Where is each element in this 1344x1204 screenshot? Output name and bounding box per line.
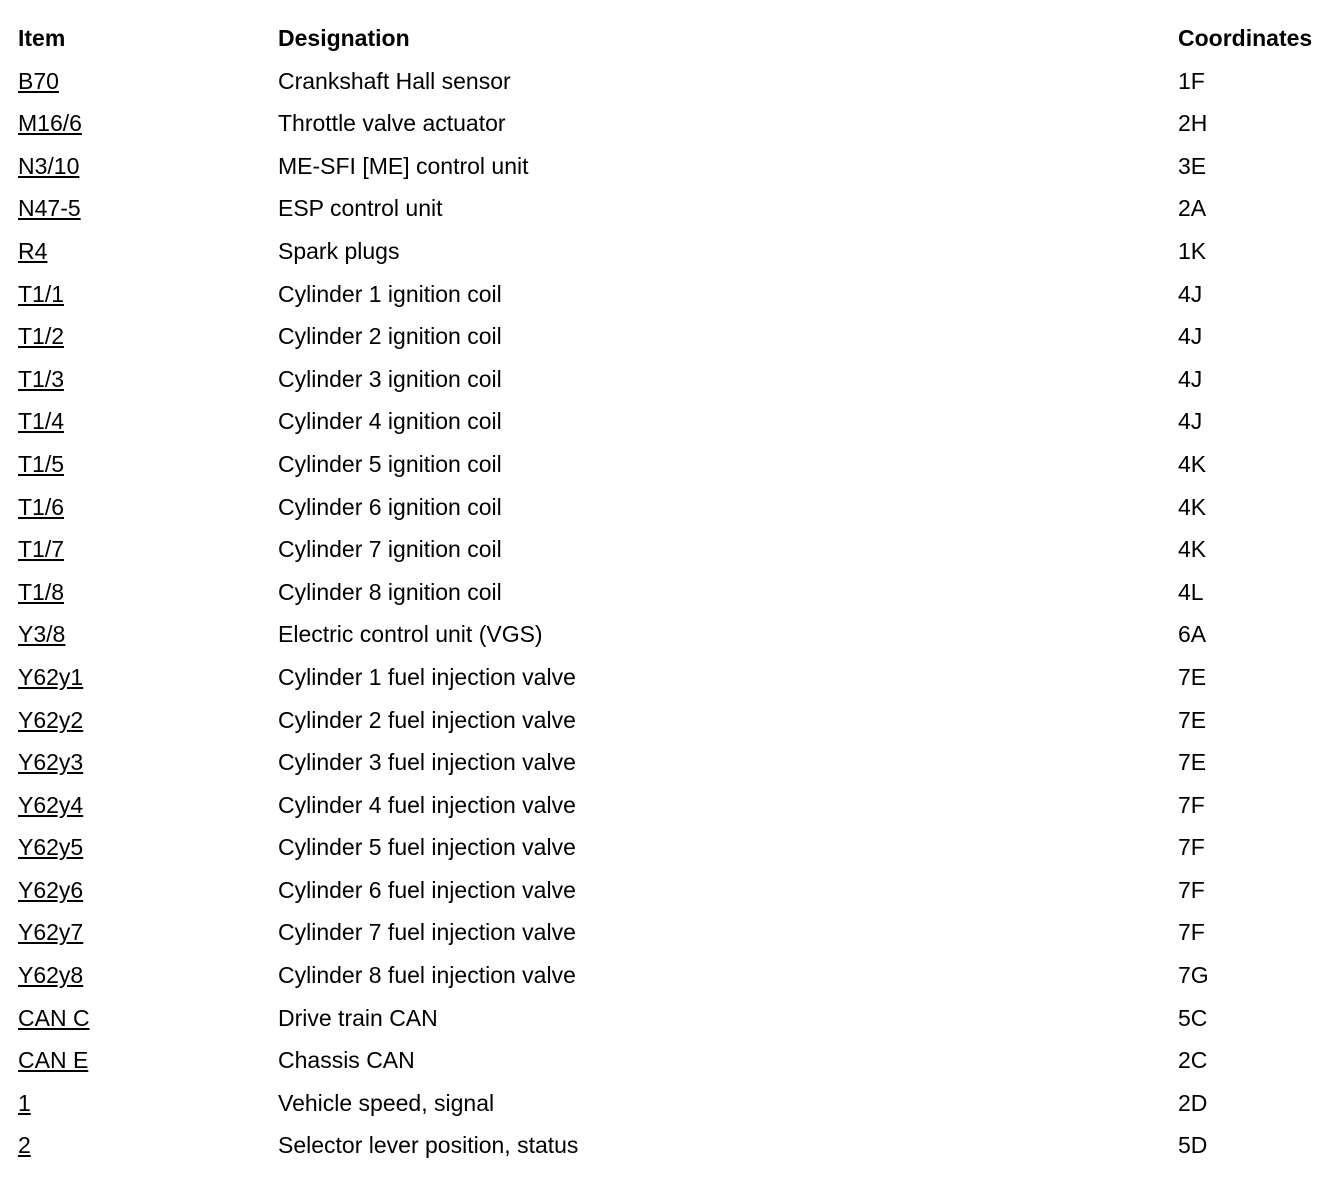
table-row (18, 315, 1338, 358)
table-row (18, 1124, 1338, 1167)
item-link[interactable]: Y62y4 (18, 791, 84, 818)
header-designation: Designation (278, 25, 410, 51)
table-row (18, 60, 1338, 103)
coordinates-cell: 4K (1178, 536, 1207, 563)
item-cell (18, 869, 278, 912)
table-row (18, 656, 1338, 699)
designation-cell: Cylinder 8 fuel injection valve (278, 962, 576, 989)
designation-cell: Cylinder 7 fuel injection valve (278, 919, 576, 946)
item-cell (18, 997, 278, 1040)
designation-cell: Cylinder 6 ignition coil (278, 493, 502, 520)
header-row (18, 17, 1338, 60)
designation-cell: Chassis CAN (278, 1047, 415, 1074)
item-link[interactable]: Y62y2 (18, 706, 84, 733)
item-cell (18, 102, 278, 145)
item-link[interactable]: T1/3 (18, 365, 65, 392)
coordinates-cell: 2C (1178, 1047, 1208, 1074)
table-row (18, 869, 1338, 912)
item-link[interactable]: Y62y1 (18, 663, 84, 690)
coordinates-cell: 7G (1178, 962, 1209, 989)
designation-cell: Cylinder 3 ignition coil (278, 365, 502, 392)
coordinates-cell: 7E (1178, 663, 1207, 690)
item-link[interactable]: Y62y5 (18, 834, 84, 861)
table-row (18, 145, 1338, 188)
item-link[interactable]: N3/10 (18, 152, 80, 179)
coordinates-cell: 2H (1178, 110, 1208, 137)
item-link[interactable]: N47-5 (18, 195, 81, 222)
item-cell (18, 826, 278, 869)
designation-cell: Cylinder 1 fuel injection valve (278, 663, 576, 690)
designation-cell: Crankshaft Hall sensor (278, 67, 511, 94)
item-cell (18, 358, 278, 401)
coordinates-cell: 2D (1178, 1089, 1208, 1116)
header-coordinates: Coordinates (1178, 25, 1313, 51)
item-cell (18, 400, 278, 443)
table-row (18, 699, 1338, 742)
coordinates-cell: 1F (1178, 67, 1205, 94)
item-link[interactable]: T1/4 (18, 408, 65, 435)
designation-cell: Drive train CAN (278, 1004, 438, 1031)
table-row (18, 102, 1338, 145)
item-cell (18, 1124, 278, 1167)
coordinates-cell: 4J (1178, 280, 1203, 307)
coordinates-cell: 5C (1178, 1004, 1208, 1031)
table-row (18, 613, 1338, 656)
item-link[interactable]: Y3/8 (18, 621, 66, 648)
designation-cell: Cylinder 7 ignition coil (278, 536, 502, 563)
item-link[interactable]: T1/6 (18, 493, 65, 520)
table-row (18, 486, 1338, 529)
table-body (18, 60, 1338, 1167)
item-link[interactable]: B70 (18, 67, 59, 94)
designation-cell: Throttle valve actuator (278, 110, 506, 137)
table-row (18, 443, 1338, 486)
table-row (18, 273, 1338, 316)
table-row (18, 826, 1338, 869)
designation-cell: Cylinder 2 fuel injection valve (278, 706, 576, 733)
table-row (18, 358, 1338, 401)
designation-cell: Cylinder 4 fuel injection valve (278, 791, 576, 818)
table-row (18, 400, 1338, 443)
item-cell (18, 699, 278, 742)
item-cell (18, 571, 278, 614)
item-cell (18, 1039, 278, 1082)
item-cell (18, 273, 278, 316)
item-link[interactable]: R4 (18, 237, 48, 264)
item-link[interactable]: 2 (18, 1132, 31, 1159)
table-row (18, 997, 1338, 1040)
item-cell (18, 613, 278, 656)
item-cell (18, 145, 278, 188)
designation-cell: Cylinder 2 ignition coil (278, 323, 502, 350)
item-link[interactable]: Y62y3 (18, 749, 84, 776)
item-cell (18, 60, 278, 103)
coordinates-cell: 2A (1178, 195, 1207, 222)
table-row (18, 571, 1338, 614)
item-link[interactable]: CAN C (18, 1004, 90, 1031)
coordinates-cell: 4K (1178, 450, 1207, 477)
designation-cell: Cylinder 6 fuel injection valve (278, 876, 576, 903)
coordinates-cell: 7F (1178, 919, 1205, 946)
item-cell (18, 1082, 278, 1125)
item-link[interactable]: Y62y6 (18, 876, 84, 903)
table-row (18, 1082, 1338, 1125)
coordinates-cell: 7F (1178, 834, 1205, 861)
table-row (18, 1039, 1338, 1082)
table-header (18, 17, 1338, 60)
item-cell (18, 784, 278, 827)
table-row (18, 954, 1338, 997)
item-cell (18, 741, 278, 784)
designation-cell: Cylinder 5 ignition coil (278, 450, 502, 477)
coordinates-cell: 7E (1178, 749, 1207, 776)
designation-cell: Selector lever position, status (278, 1132, 579, 1159)
item-cell (18, 911, 278, 954)
item-link[interactable]: T1/5 (18, 450, 65, 477)
coordinates-cell: 7E (1178, 706, 1207, 733)
designation-cell: Cylinder 5 fuel injection valve (278, 834, 576, 861)
table-row (18, 528, 1338, 571)
coordinates-cell: 4J (1178, 323, 1203, 350)
coordinates-cell: 7F (1178, 876, 1205, 903)
item-cell (18, 443, 278, 486)
item-cell (18, 486, 278, 529)
designation-cell: Cylinder 8 ignition coil (278, 578, 502, 605)
item-cell (18, 187, 278, 230)
table-row (18, 230, 1338, 273)
item-link[interactable]: CAN E (18, 1047, 89, 1074)
component-legend-table (18, 17, 1338, 1167)
designation-cell: Spark plugs (278, 237, 400, 264)
table-row (18, 911, 1338, 954)
item-link[interactable]: T1/8 (18, 578, 65, 605)
coordinates-cell: 4K (1178, 493, 1207, 520)
header-item: Item (18, 25, 66, 51)
designation-cell: Cylinder 1 ignition coil (278, 280, 502, 307)
table-row (18, 187, 1338, 230)
item-cell (18, 954, 278, 997)
item-link[interactable]: M16/6 (18, 110, 82, 137)
designation-cell: ME-SFI [ME] control unit (278, 152, 529, 179)
item-link[interactable]: Y62y7 (18, 919, 84, 946)
table-row (18, 784, 1338, 827)
item-cell (18, 656, 278, 699)
coordinates-cell: 3E (1178, 152, 1207, 179)
item-link[interactable]: Y62y8 (18, 962, 84, 989)
item-link[interactable]: 1 (18, 1089, 31, 1116)
designation-cell: Cylinder 4 ignition coil (278, 408, 502, 435)
item-link[interactable]: T1/1 (18, 280, 65, 307)
coordinates-cell: 4J (1178, 408, 1203, 435)
coordinates-cell: 7F (1178, 791, 1205, 818)
coordinates-cell: 4J (1178, 365, 1203, 392)
coordinates-cell: 6A (1178, 621, 1207, 648)
designation-cell: Vehicle speed, signal (278, 1089, 495, 1116)
coordinates-cell: 4L (1178, 578, 1204, 605)
coordinates-cell: 5D (1178, 1132, 1208, 1159)
item-cell (18, 230, 278, 273)
designation-cell: Cylinder 3 fuel injection valve (278, 749, 576, 776)
item-link[interactable]: T1/7 (18, 536, 65, 563)
item-cell (18, 315, 278, 358)
item-link[interactable]: T1/2 (18, 323, 65, 350)
table-row (18, 741, 1338, 784)
item-cell (18, 528, 278, 571)
designation-cell: Electric control unit (VGS) (278, 621, 543, 648)
coordinates-cell: 1K (1178, 237, 1207, 264)
designation-cell: ESP control unit (278, 195, 443, 222)
